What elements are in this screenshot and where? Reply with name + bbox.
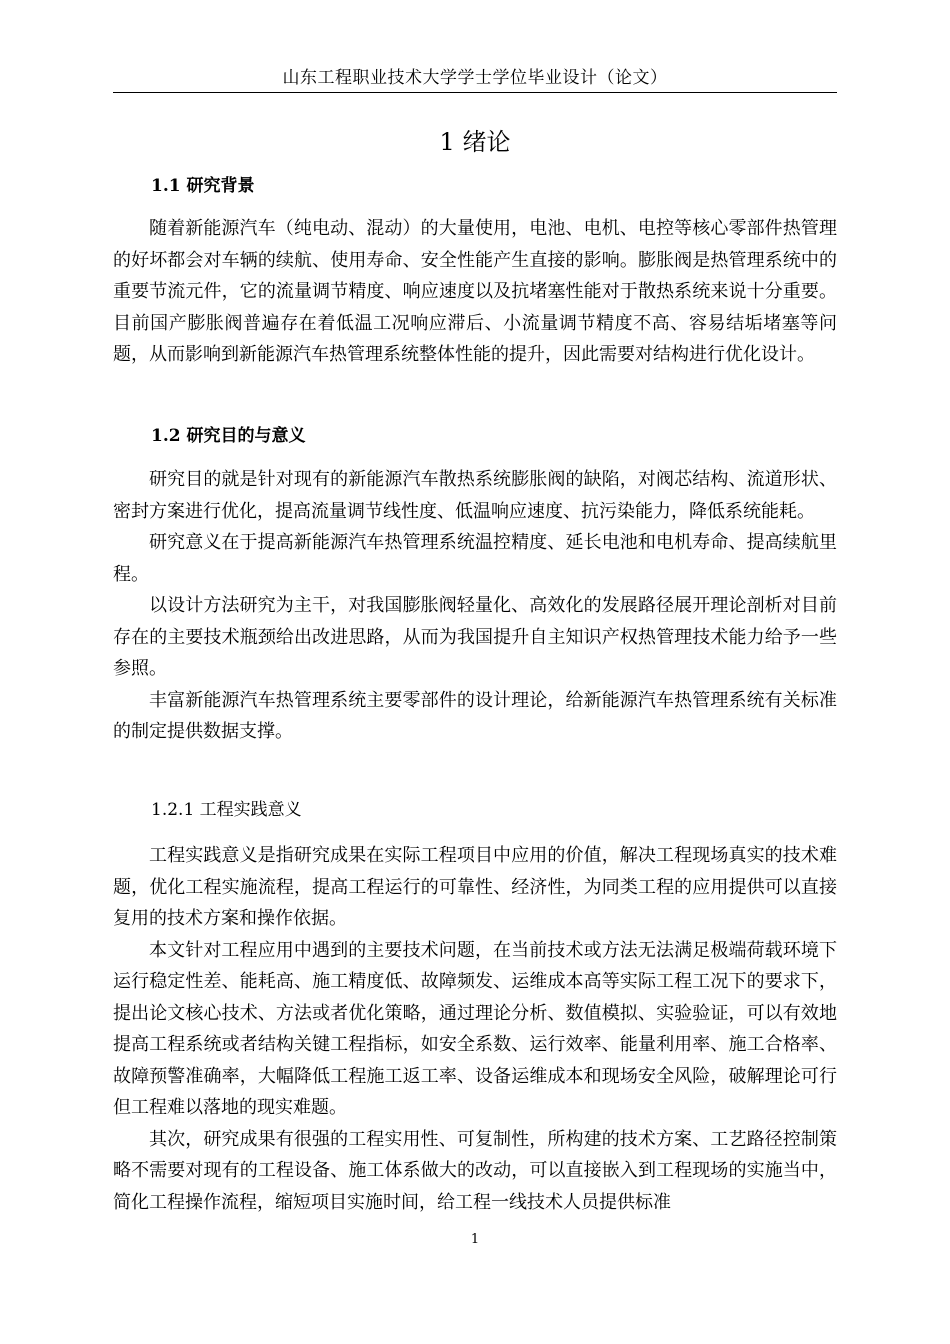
section-1-1: [113, 171, 837, 203]
section-1-1-body: [113, 213, 837, 371]
header-rule: [113, 92, 837, 93]
paragraph: 研究目的就是针对现有的新能源汽车散热系统膨胀阀的缺陷，对阀芯结构、流道形状、密封方案进行优化，提高流量调节线性度、低温响应速度、抗污染能力，降低系统能耗。: [113, 469, 837, 522]
page-number: 1: [470, 1232, 480, 1247]
section-heading: 1.2 研究目的与意义: [151, 426, 306, 446]
chapter-title: 1 绪论: [439, 128, 511, 156]
section-heading: 1.1 研究背景: [151, 176, 255, 196]
paragraph: 以设计方法研究为主干，对我国膨胀阀轻量化、高效化的发展路径展开理论剖析对目前存在的主要技术瓶颈给出改进思路，从而为我国提升自主知识产权热管理技术能力给予一些参照。: [113, 595, 837, 679]
paragraph: 其次，研究成果有很强的工程实用性、可复制性，所构建的技术方案、工艺路径控制策略不需要对现有的工程设备、施工体系做大的改动，可以直接嵌入到工程现场的实施当中，简化工程操作流程，缩短项目实施时间，给工程一线技术人员提供标准: [113, 1128, 837, 1213]
subsection-heading: 1.2.1 工程实践意义: [151, 800, 302, 820]
paragraph: 随着新能源汽车（纯电动、混动）的大量使用，电池、电机、电控等核心零部件热管理的好坏都会对车辆的续航、使用寿命、安全性能产生直接的影响。膨胀阀是热管理系统中的重要节流元件，它的流量调节精度、响应速度以及抗堵塞性能对于散热系统来说十分重要。目前国产膨胀阀普遍存在着低温工况响应滞后、小流量调节精度不高、容易结垢堵塞等问题，从而影响到新能源汽车热管理系统整体性能的提升，因此需要对结构进行优化设计。: [113, 218, 837, 365]
section-1-2-body: [113, 464, 837, 748]
section-1-2-1: [113, 795, 837, 827]
section-1-2: [113, 421, 837, 453]
paragraph: 研究意义在于提高新能源汽车热管理系统温控精度、延长电池和电机寿命、提高续航里程。: [113, 532, 837, 585]
section-1-2-1-body: [113, 840, 837, 1218]
paragraph: 本文针对工程应用中遇到的主要技术问题，在当前技术或方法无法满足极端荷载环境下运行稳定性差、能耗高、施工精度低、故障频发、运维成本高等实际工程工况下的要求下，提出论文核心技术、方法或者优化策略，通过理论分析、数值模拟、实验验证，可以有效地提高工程系统或者结构关键工程指标，如安全系数、运行效率、能量利用率、施工合格率、故障预警准确率，大幅降低工程施工返工率、设备运维成本和现场安全风险，破解理论可行但工程难以落地的现实难题。: [113, 939, 837, 1118]
paragraph: 丰富新能源汽车热管理系统主要零部件的设计理论，给新能源汽车热管理系统有关标准的制定提供数据支撑。: [113, 689, 837, 742]
running-header: 山东工程职业技术大学学士学位毕业设计（论文）: [282, 68, 668, 88]
paragraph: 工程实践意义是指研究成果在实际工程项目中应用的价值，解决工程现场真实的技术难题，优化工程实施流程，提高工程运行的可靠性、经济性，为同类工程的应用提供可以直接复用的技术方案和操作依据。: [113, 845, 837, 929]
